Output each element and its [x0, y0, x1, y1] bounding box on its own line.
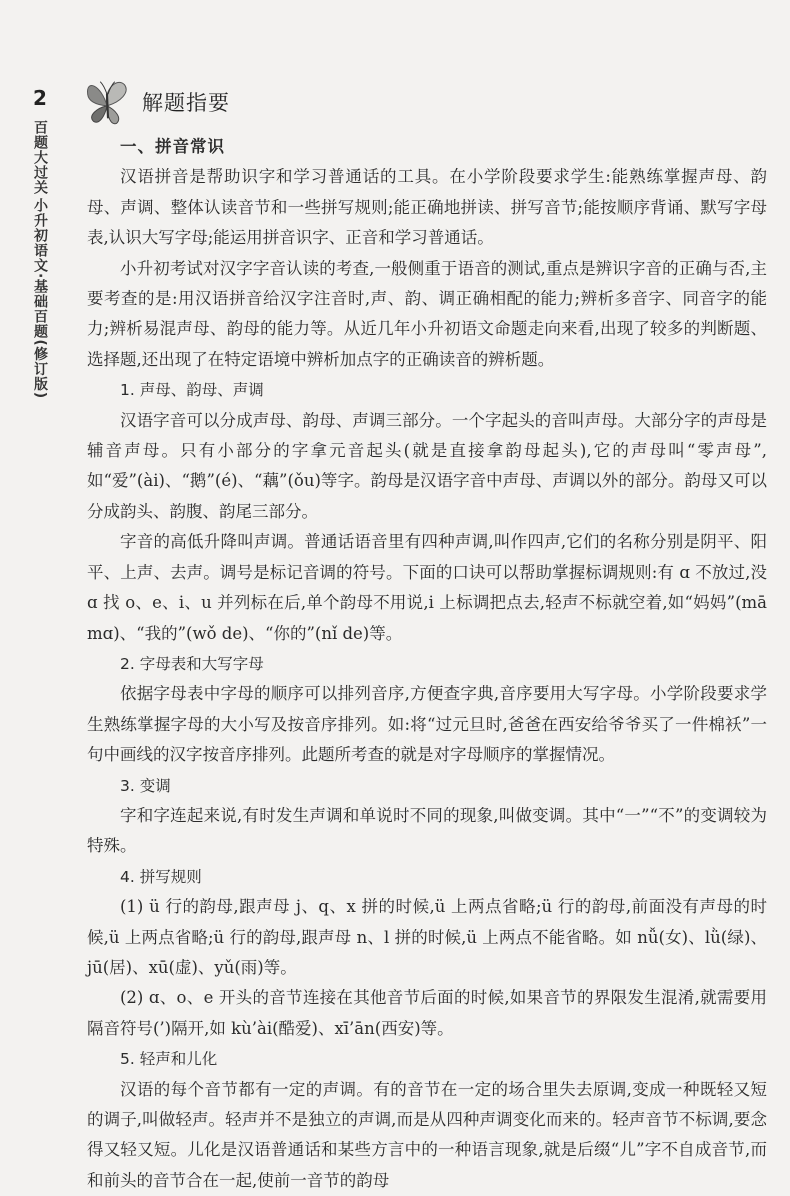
paragraph: 字和字连起来说,有时发生声调和单说时不同的现象,叫做变调。其中“一”“不”的变调较为特殊。: [87, 805, 767, 856]
subsection-title: 4. 拼写规则: [120, 867, 202, 886]
section-heading: 一、拼音常识: [120, 137, 225, 156]
section-header: [78, 72, 230, 132]
section-title: 解题指要: [142, 91, 230, 115]
running-head-book-title: 小升初语文·基础百题(修订版): [32, 198, 48, 400]
paragraph: 汉语字音可以分成声母、韵母、声调三部分。一个字起头的音叫声母。大部分字的声母是辅音声母。只有小部分的字拿元音起头(就是直接拿韵母起头),它的声母叫“零声母”,如“爱”(ài)、“鹅”(é)、“藕”(ǒu)等字。韵母是汉语字音中声母、声调以外的部分。韵母又可以分成韵头、韵腹、韵尾三部分。: [87, 410, 767, 521]
main-content: [87, 132, 767, 1196]
paragraph: 汉语的每个音节都有一定的声调。有的音节在一定的场合里失去原调,变成一种既轻又短的调子,叫做轻声。轻声并不是独立的声调,而是从四种声调变化而来的。轻声音节不标调,要念得又轻又短。儿化是汉语普通话和某些方言中的一种语言现象,就是后缀“儿”字不自成音节,而和前头的音节合在一起,使前一音节的韵母: [87, 1079, 767, 1190]
subsection-title: 1. 声母、韵母、声调: [120, 381, 264, 400]
paragraph: 汉语拼音是帮助识字和学习普通话的工具。在小学阶段要求学生:能熟练掌握声母、韵母、声调、整体认读音节和一些拼写规则;能正确地拼读、拼写音节;能按顺序背诵、默写字母表,认识大写字母;能运用拼音识字、正音和学习普通话。: [87, 167, 767, 248]
paragraph: 字音的高低升降叫声调。普通话语音里有四种声调,叫作四声,它们的名称分别是阴平、阳平、上声、去声。调号是标记音调的符号。下面的口诀可以帮助掌握标调规则:有 ɑ 不放过,没 ɑ 找 o、e、i、u 并列标在后,单个韵母不用说,i 上标调把点去,轻声不标就空着,如“妈妈”(mā mɑ)、“我的”(wǒ de)、“你的”(nǐ de)等。: [87, 532, 767, 643]
paragraph: (2) ɑ、o、e 开头的音节连接在其他音节后面的时候,如果音节的界限发生混淆,就需要用隔音符号(’)隔开,如 kù’ài(酷爱)、xī’ān(西安)等。: [87, 988, 767, 1038]
paragraph: 小升初考试对汉字字音认读的考查,一般侧重于语音的测试,重点是辨识字音的正确与否,主要考查的是:用汉语拼音给汉字注音时,声、韵、调正确相配的能力;辨析多音字、同音字的能力;辨析易混声母、韵母的能力等。从近几年小升初语文命题走向来看,出现了较多的判断题、选择题,还出现了在特定语境中辨析加点字的正确读音的辨析题。: [87, 258, 767, 369]
paragraph: 依据字母表中字母的顺序可以排列音序,方便查字典,音序要用大写字母。小学阶段要求学生熟练掌握字母的大小写及按音序排列。如:将“过元旦时,爸爸在西安给爷爷买了一件棉袄”一句中画线的汉字按音序排列。此题所考查的就是对字母顺序的掌握情况。: [87, 684, 767, 765]
butterfly-icon: [78, 73, 136, 131]
subsection-title: 2. 字母表和大写字母: [120, 654, 264, 673]
running-head-series: 百题大过关: [32, 120, 48, 195]
subsection-title: 3. 变调: [120, 776, 171, 795]
page-number: 2: [33, 86, 47, 110]
paragraph: (1) ü 行的韵母,跟声母 j、q、x 拼的时候,ü 上两点省略;ü 行的韵母,前面没有声母的时候,ü 上两点省略;ü 行的韵母,跟声母 n、l 拼的时候,ü 上两点不能省略。如 nǚ(女)、lǜ(绿)、jū(居)、xū(虚)、yǔ(雨)等。: [87, 897, 768, 977]
subsection-title: 5. 轻声和儿化: [120, 1050, 218, 1069]
